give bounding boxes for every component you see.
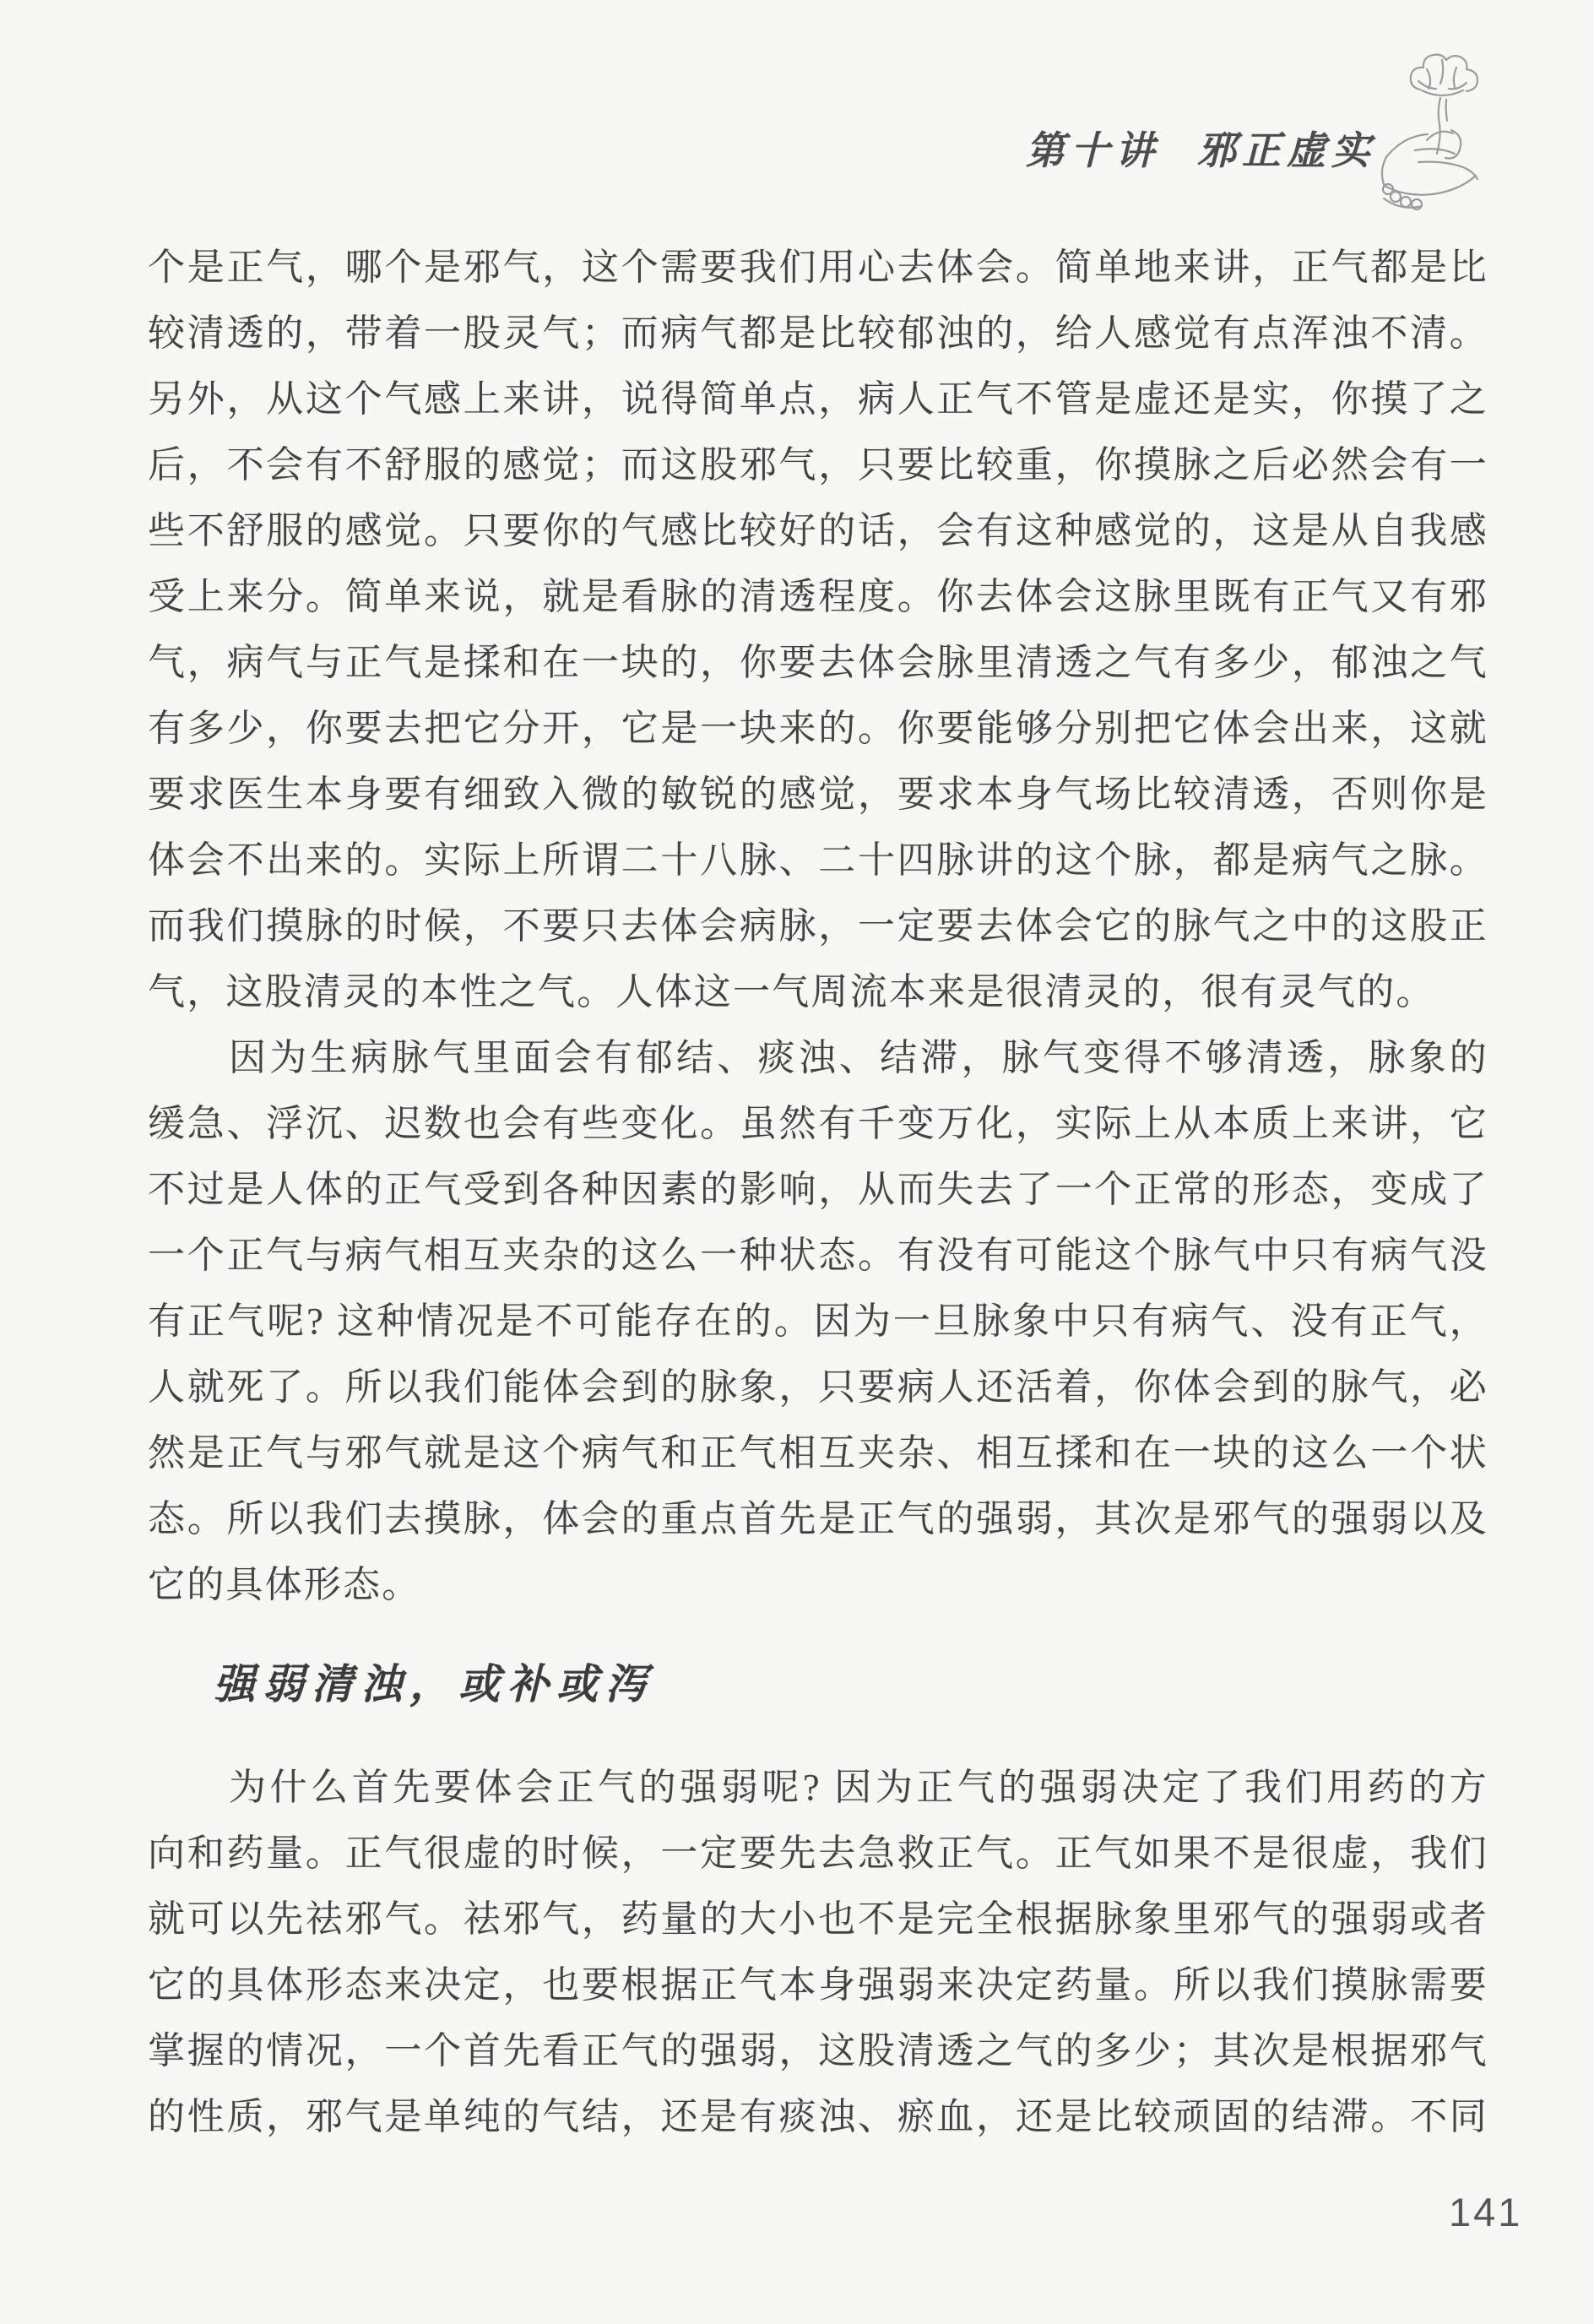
body-line: 掌握的情况，一个首先看正气的强弱，这股清透之气的多少；其次是根据邪气 [148, 2030, 1488, 2072]
body-line: 的性质，邪气是单纯的气结，还是有痰浊、瘀血，还是比较顽固的结滞。不同 [148, 2096, 1488, 2137]
paragraph-1 [148, 235, 1488, 1025]
body-line: 些不舒服的感觉。只要你的气感比较好的话，会有这种感觉的，这是从自我感 [148, 510, 1488, 551]
body-line: 受上来分。简单来说，就是看脉的清透程度。你去体会这脉里既有正气又有邪 [148, 576, 1488, 617]
body-line: 向和药量。正气很虚的时候，一定要先去急救正气。正气如果不是很虚，我们 [148, 1833, 1488, 1874]
body-text [148, 235, 1488, 2150]
body-line: 因为生病脉气里面会有郁结、痰浊、结滞，脉气变得不够清透，脉象的 [229, 1037, 1488, 1078]
body-line: 另外，从这个气感上来讲，说得简单点，病人正气不管是虚还是实，你摸了之 [148, 378, 1488, 420]
body-line: 缓急、浮沉、迟数也会有些变化。虽然有千变万化，实际上从本质上来讲，它 [148, 1103, 1488, 1144]
body-line: 要求医生本身要有细致入微的敏锐的感觉，要求本身气场比较清透，否则你是 [148, 774, 1488, 815]
body-line: 就可以先祛邪气。祛邪气，药量的大小也不是完全根据脉象里邪气的强弱或者 [148, 1898, 1488, 1940]
paragraph-2 [148, 1025, 1488, 1618]
body-line: 为什么首先要体会正气的强弱呢? 因为正气的强弱决定了我们用药的方 [229, 1767, 1488, 1808]
body-line: 体会不出来的。实际上所谓二十八脉、二十四脉讲的这个脉，都是病气之脉。 [148, 839, 1488, 881]
body-line: 后，不会有不舒服的感觉；而这股邪气，只要比较重，你摸脉之后必然会有一 [148, 444, 1488, 486]
section-heading: 强弱清浊，或补或泻 [214, 1661, 655, 1708]
body-line: 人就死了。所以我们能体会到的脉象，只要病人还活着，你体会到的脉气，必 [148, 1366, 1488, 1408]
chapter-title: 邪正虚实 [1197, 129, 1376, 172]
body-line: 态。所以我们去摸脉，体会的重点首先是正气的强弱，其次是邪气的强弱以及 [148, 1498, 1488, 1539]
body-line: 不过是人体的正气受到各种因素的影响，从而失去了一个正常的形态，变成了 [148, 1169, 1488, 1210]
chapter-running-head [1026, 120, 1376, 176]
body-line: 气，这股清灵的本性之气。人体这一气周流本来是很清灵的，很有灵气的。 [148, 971, 1435, 1013]
chapter-label: 第十讲 [1026, 129, 1160, 172]
body-line: 气，病气与正气是揉和在一块的，你要去体会脉里清透之气有多少，郁浊之气 [148, 642, 1488, 683]
hand-lotus-illustration [1368, 49, 1501, 213]
body-line: 较清透的，带着一股灵气；而病气都是比较郁浊的，给人感觉有点浑浊不清。 [148, 312, 1488, 354]
body-line: 有多少，你要去把它分开，它是一块来的。你要能够分别把它体会出来，这就 [148, 708, 1488, 749]
body-line: 个是正气，哪个是邪气，这个需要我们用心去体会。简单地来讲，正气都是比 [148, 247, 1488, 288]
body-line: 一个正气与病气相互夹杂的这么一种状态。有没有可能这个脉气中只有病气没 [148, 1235, 1488, 1276]
body-line: 然是正气与邪气就是这个病气和正气相互夹杂、相互揉和在一块的这么一个状 [148, 1432, 1488, 1474]
body-line: 它的具体形态来决定，也要根据正气本身强弱来决定药量。所以我们摸脉需要 [148, 1964, 1488, 2006]
body-line: 有正气呢? 这种情况是不可能存在的。因为一旦脉象中只有病气、没有正气， [148, 1300, 1488, 1342]
paragraph-3 [148, 1755, 1488, 2150]
body-line: 而我们摸脉的时候，不要只去体会病脉，一定要去体会它的脉气之中的这股正 [148, 905, 1488, 947]
body-line: 它的具体形态。 [148, 1564, 421, 1605]
page-number: 141 [1449, 2190, 1523, 2234]
